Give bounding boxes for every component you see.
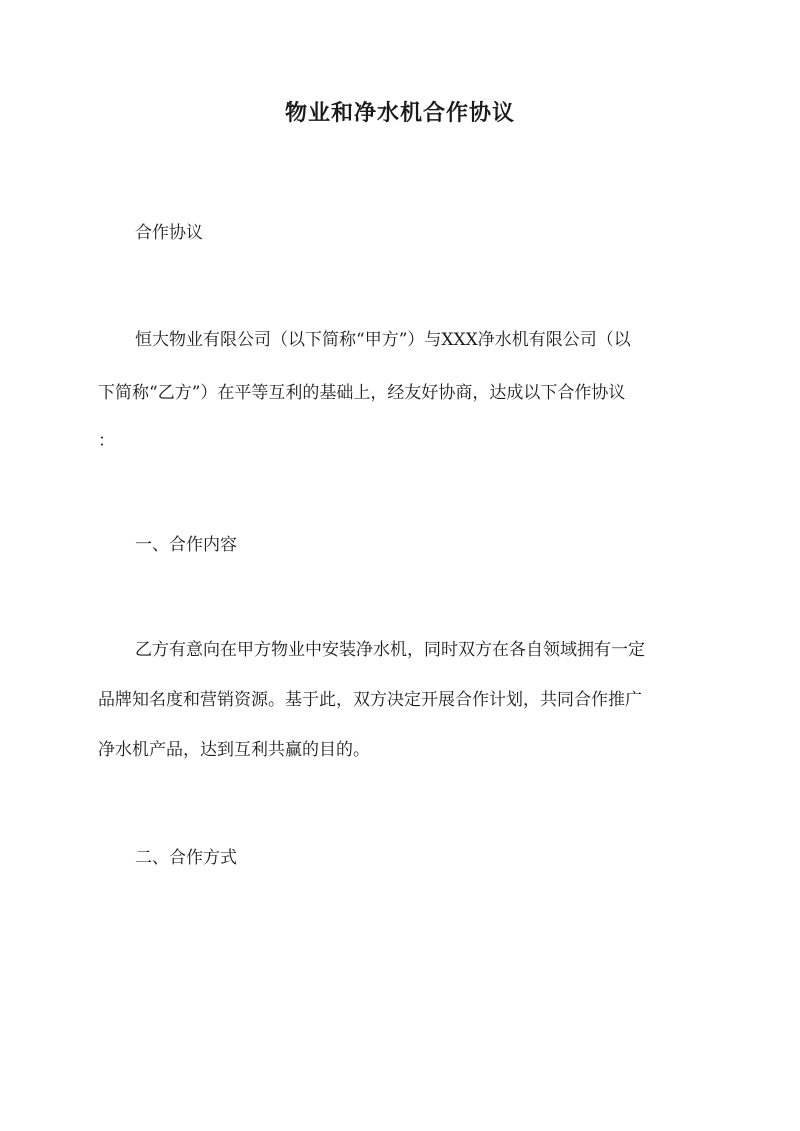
section-heading-method: 二、合作方式 bbox=[135, 848, 237, 868]
document-subtitle: 合作协议 bbox=[135, 223, 203, 243]
intro-line-3: ： bbox=[98, 431, 115, 451]
document-title: 物业和净水机合作协议 bbox=[284, 100, 515, 126]
section-heading-content: 一、合作内容 bbox=[135, 535, 237, 555]
intro-line-1: 恒大物业有限公司（以下简称“甲方”）与XXX净水机有限公司（以 bbox=[135, 330, 631, 350]
content-line-3: 净水机产品，达到互利共赢的目的。 bbox=[98, 740, 370, 760]
content-line-1: 乙方有意向在甲方物业中安装净水机，同时双方在各自领域拥有一定 bbox=[135, 640, 645, 660]
content-line-2: 品牌知名度和营销资源。基于此，双方决定开展合作计划，共同合作推广 bbox=[98, 690, 642, 710]
intro-line-2: 下简称“乙方”）在平等互利的基础上，经友好协商，达成以下合作协议 bbox=[98, 383, 626, 403]
